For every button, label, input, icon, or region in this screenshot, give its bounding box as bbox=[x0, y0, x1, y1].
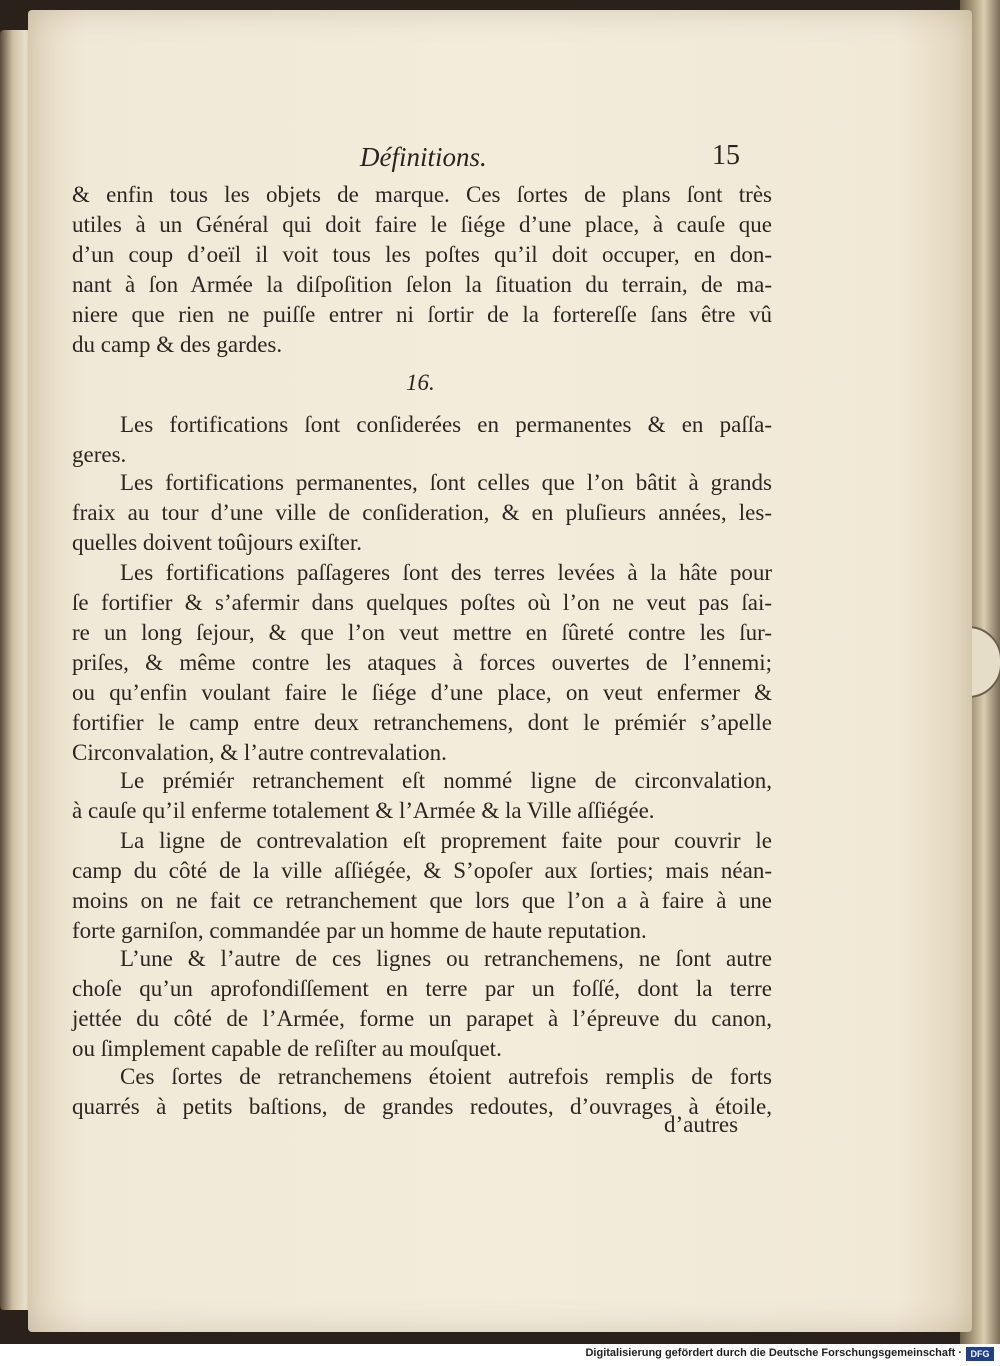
text-line: moins on ne fait ce retranchement que lors que l’on a à faire à une bbox=[72, 888, 772, 913]
text-line: ou qu’enfin voulant faire le ſiége d’une place, on veut enfermer & bbox=[72, 680, 772, 705]
digitization-credit: Digitalisierung gefördert durch die Deutsche Forschungsgemeinschaft · bbox=[585, 1347, 962, 1359]
dfg-logo: DFG bbox=[966, 1347, 994, 1361]
text-line: ſe fortifier & s’afermir dans quelques poſtes où l’on ne veut pas ſai- bbox=[72, 590, 772, 615]
text-line: choſe qu’un aprofondiſſement en terre par un foſſé, dont la terre bbox=[72, 976, 772, 1001]
text-line: d’un coup d’oeïl il voit tous les poſtes qu’il doit occuper, en don- bbox=[72, 242, 772, 267]
text-line: fortifier le camp entre deux retranchemens, dont le prémiér s’apelle bbox=[72, 710, 772, 735]
text-line: re un long ſejour, & que l’on veut mettre en ſûreté contre les ſur- bbox=[72, 620, 772, 645]
text-line: à cauſe qu’il enferme totalement & l’Armée & la Ville aſſiégée. bbox=[72, 798, 655, 823]
text-line: fraix au tour d’une ville de conſideration, & en pluſieurs années, les- bbox=[72, 500, 772, 525]
text-line: Circonvalation, & l’autre contrevalation. bbox=[72, 740, 447, 765]
text-line: priſes, & même contre les ataques à forces ouvertes de l’ennemi; bbox=[72, 650, 772, 675]
text-line: L’une & l’autre de ces lignes ou retranchemens, ne ſont autre bbox=[120, 946, 772, 971]
section-number: 16. bbox=[406, 370, 435, 395]
page-number: 15 bbox=[712, 140, 740, 171]
running-head: Définitions. bbox=[360, 142, 487, 172]
text-line: La ligne de contrevalation eſt proprement faite pour couvrir le bbox=[120, 828, 772, 853]
text-line: Les fortifications paſſageres ſont des terres levées à la hâte pour bbox=[120, 560, 772, 585]
text-line: forte garniſon, commandée par un homme de haute reputation. bbox=[72, 918, 647, 943]
text-line: Les fortifications permanentes, ſont celles que l’on bâtit à grands bbox=[120, 470, 772, 495]
text-line: Ces ſortes de retranchemens étoient autrefois remplis de forts bbox=[120, 1064, 772, 1089]
text-line: & enfin tous les objets de marque. Ces ſortes de plans ſont très bbox=[72, 182, 772, 207]
text-line: quarrés à petits baſtions, de grandes redoutes, d’ouvrages à étoile, bbox=[72, 1094, 772, 1119]
text-line: du camp & des gardes. bbox=[72, 332, 283, 357]
text-line: utiles à un Général qui doit faire le ſiége d’une place, à cauſe que bbox=[72, 212, 772, 237]
catchword: d’autres bbox=[664, 1112, 739, 1137]
text-line: niere que rien ne puiſſe entrer ni ſortir de la fortereſſe ſans être vû bbox=[72, 302, 772, 327]
text-line: Les fortifications ſont conſiderées en permanentes & en paſſa- bbox=[120, 412, 772, 437]
text-line: camp du côté de la ville aſſiégée, & S’opoſer aux ſorties; mais néan- bbox=[72, 858, 772, 883]
text-line: quelles doivent toûjours exiſter. bbox=[72, 530, 363, 555]
text-line: geres. bbox=[72, 442, 127, 467]
text-line: Le prémiér retranchement eſt nommé ligne de circonvalation, bbox=[120, 768, 772, 793]
text-line: ou ſimplement capable de reſiſter au mouſquet. bbox=[72, 1036, 502, 1061]
text-line: nant à ſon Armée la diſpoſition ſelon la ſituation du terrain, de ma- bbox=[72, 272, 772, 297]
text-line: jettée du côté de l’Armée, forme un parapet à l’épreuve du canon, bbox=[72, 1006, 772, 1031]
